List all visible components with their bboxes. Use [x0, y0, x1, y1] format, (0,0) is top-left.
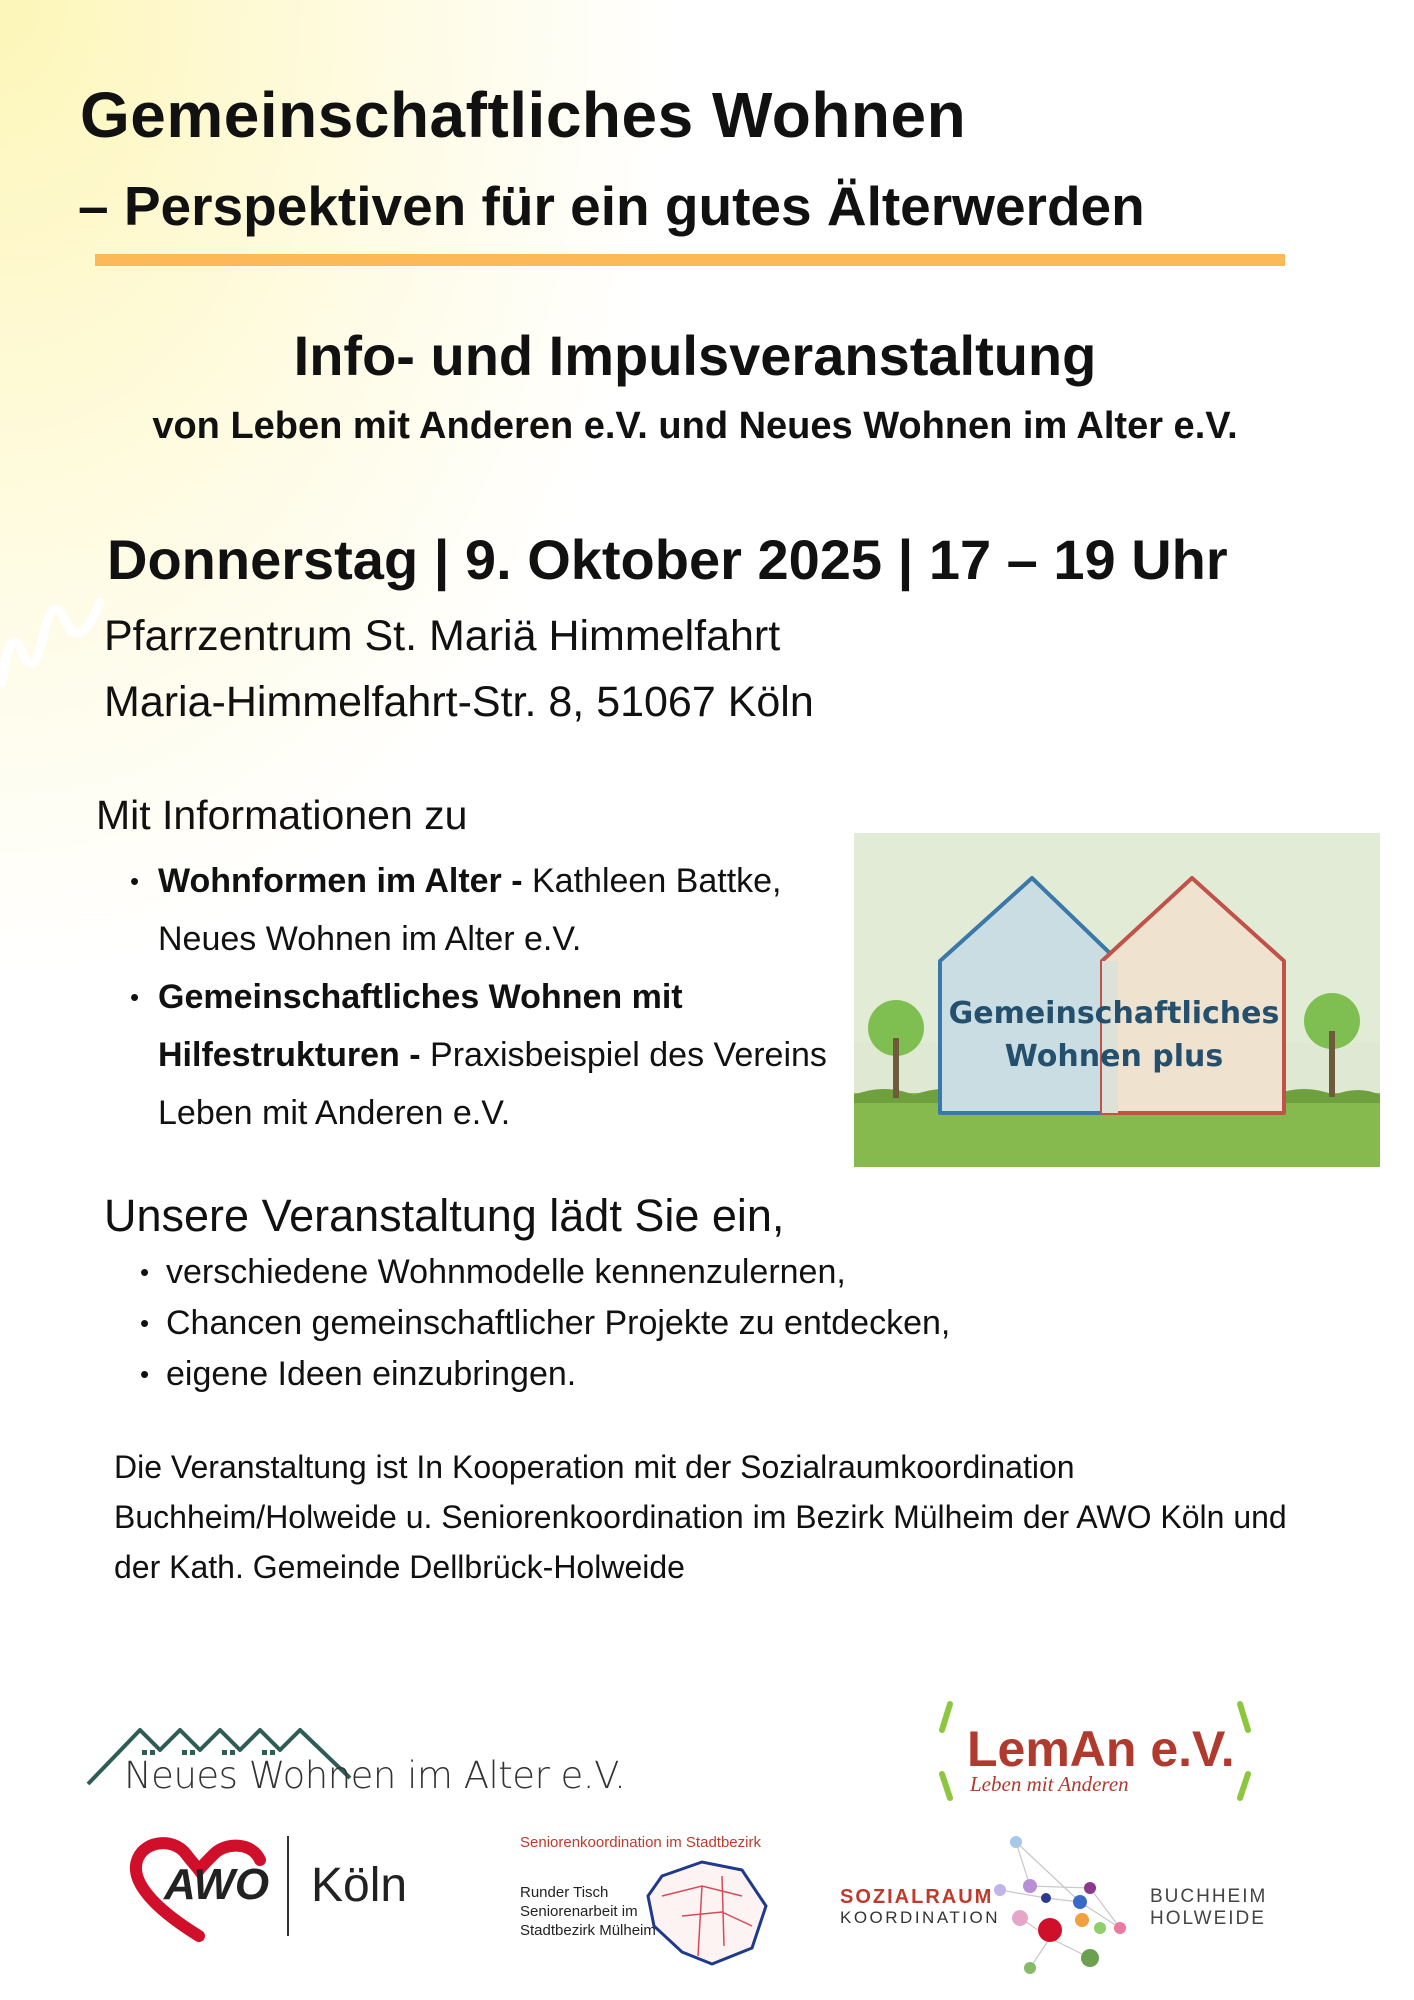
- invitation-item: • verschiedene Wohnmodelle kennenzulernen,: [140, 1247, 950, 1298]
- event-location-name: Pfarrzentrum St. Mariä Himmelfahrt: [104, 612, 781, 660]
- senko-logo-text: [520, 1883, 656, 1940]
- illustration-label-line2: Wohnen plus: [1004, 1039, 1224, 1074]
- info-heading: Mit Informationen zu: [96, 792, 468, 838]
- info-item-title: Gemeinschaftliches Wohnen mit Hilfestrukturen -: [158, 978, 683, 1074]
- district-map-icon: [642, 1856, 772, 1968]
- sozialraum-logo-area: [1150, 1886, 1267, 1930]
- page-title: Gemeinschaftliches Wohnen: [80, 79, 967, 151]
- cooperation-note: Die Veranstaltung ist In Kooperation mit der Sozialraumkoordination Buchheim/Holweide u. Seniorenkoordination im Bezirk Mülheim der AWO Köln und der Kath. Gemeinde Dellbrück-Holweide: [114, 1449, 1287, 1585]
- event-type: Info- und Impulsveranstaltung: [293, 324, 1097, 387]
- invitation-heading: Unsere Veranstaltung lädt Sie ein,: [104, 1190, 785, 1241]
- illustration-label-line1: Gemeinschaftliches: [948, 996, 1280, 1031]
- invitation-list: [140, 1247, 950, 1400]
- senko-line: Seniorenarbeit im: [520, 1903, 638, 1920]
- network-icon: [990, 1828, 1150, 1978]
- senko-line: Stadtbezirk Mülheim: [520, 1922, 656, 1939]
- leman-logo-subtitle: Leben mit Anderen: [970, 1772, 1129, 1796]
- senko-logo-heading: Seniorenkoordination im Stadtbezirk: [520, 1834, 761, 1851]
- title-underline: [95, 254, 1285, 266]
- awo-logo-text: AWO: [164, 1860, 270, 1909]
- info-item: [130, 968, 850, 1142]
- info-item-text: Praxisbeispiel des Vereins Leben mit Anderen e.V.: [158, 1036, 827, 1132]
- event-location-address: Maria-Himmelfahrt-Str. 8, 51067 Köln: [104, 678, 814, 726]
- nwia-logo-text: Neues Wohnen im Alter e.V.: [124, 1754, 626, 1797]
- page-subtitle: – Perspektiven für ein gutes Älterwerden: [78, 175, 1145, 237]
- sozialraum-area-line: BUCHHEIM: [1150, 1886, 1268, 1907]
- event-organizers: von Leben mit Anderen e.V. und Neues Wohnen im Alter e.V.: [152, 405, 1238, 447]
- sozialraum-logo-line2: KOORDINATION: [840, 1908, 1001, 1927]
- houses-illustration: [854, 833, 1380, 1167]
- sozialraum-area-line: HOLWEIDE: [1150, 1908, 1266, 1929]
- info-item: [130, 852, 850, 968]
- invitation-item: • Chancen gemeinschaftlicher Projekte zu entdecken,: [140, 1298, 950, 1349]
- info-list: [130, 852, 850, 1142]
- leman-logo-title: LemAn e.V.: [967, 1721, 1235, 1777]
- info-item-text: Kathleen Battke, Neues Wohnen im Alter e.V.: [158, 862, 782, 958]
- awo-divider: [287, 1836, 289, 1936]
- senko-line: Runder Tisch: [520, 1884, 609, 1901]
- info-item-title: Wohnformen im Alter -: [158, 862, 532, 900]
- decorative-squiggle: [0, 582, 110, 692]
- event-datetime: Donnerstag | 9. Oktober 2025 | 17 – 19 Uhr: [107, 528, 1228, 591]
- invitation-item: • eigene Ideen einzubringen.: [140, 1349, 950, 1400]
- awo-logo-city: Köln: [311, 1859, 408, 1912]
- sozialraum-logo-line1: SOZIALRAUM: [840, 1886, 994, 1908]
